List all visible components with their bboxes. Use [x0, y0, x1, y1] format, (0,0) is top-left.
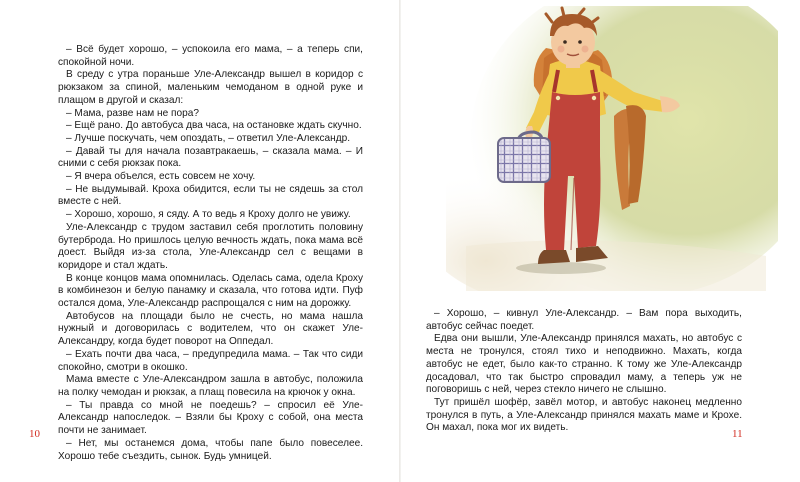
left-page	[0, 0, 399, 482]
right-page	[401, 0, 800, 482]
paragraph: – Я вчера объелся, есть совсем не хочу.	[66, 171, 256, 183]
paragraph: Уле-Александр с трудом заставил себя проглотить половину бутерброда. Но пришлось целую вечность ждать, пока мама всё доест. Выйдя из-за стола, Уле-Александр сел с вещами в коридоре и стал ждать.	[58, 221, 363, 271]
paragraph: В конце концов мама опомнилась. Оделась сама, одела Кроху в комбинезон и белую панамку и сказала, что готова идти. Пуф остался дома, Уле-Александр распрощался с ним на дорожку.	[58, 272, 363, 310]
paragraph: – Нет, мы останемся дома, чтобы папе было повеселее. Хорошо тебе съездить, сынок. Будь умницей.	[58, 437, 363, 462]
paragraph: – Хорошо, хорошо, я сяду. А то ведь я Кроху долго не увижу.	[66, 209, 351, 221]
paragraph: – Ехать почти два часа, – предупредила мама. – Так что сиди спокойно, смотри в окошко.	[58, 348, 363, 373]
page-number-right: 11	[732, 428, 743, 440]
paragraph: – Всё будет хорошо, – успокоила его мама, – а теперь спи, спокойной ночи.	[58, 44, 363, 68]
right-text-column	[426, 308, 742, 435]
paragraph: – Хорошо, – кивнул Уле-Александр. – Вам пора выходить, автобус сейчас поедет.	[426, 308, 742, 332]
paragraph: В среду с утра пораньше Уле-Александр вышел в коридор с рюкзаком за спиной, маленьким чемоданом в одной руке и плащом в другой и сказал:	[58, 69, 363, 106]
page-number-left: 10	[29, 428, 40, 440]
left-text-column	[58, 44, 363, 463]
paragraph: Тут пришёл шофёр, завёл мотор, и автобус наконец медленно тронулся в путь, а Уле-Александр принялся махать маме и Крохе. Он махал, пока мог их видеть.	[426, 396, 742, 434]
paragraph: – Лучше поскучать, чем опоздать, – ответил Уле-Александр.	[66, 132, 351, 144]
paragraph: – Давай ты для начала позавтракаешь, – сказала мама. – И сними с себя рюкзак пока.	[58, 145, 363, 170]
paragraph: – Ты правда со мной не поедешь? – спросил её Уле-Александр напоследок. – Взяли бы Кроху с собой, она места почти не занимает.	[58, 399, 363, 437]
boy-with-suitcase-illustration	[446, 6, 778, 291]
paragraph: – Не выдумывай. Кроха обидится, если ты не сядешь за стол вместе с ней.	[58, 183, 363, 208]
paragraph: Мама вместе с Уле-Александром зашла в автобус, положила на полку чемодан и рюкзак, а плащ повесила на крючок у окна.	[58, 374, 363, 398]
paragraph: – Мама, разве нам не пора?	[66, 107, 199, 119]
paragraph: Автобусов на площади было не счесть, но мама нашла нужный и договорилась с водителем, что он скажет Уле-Александру, когда будет поворот на Оппедал.	[58, 310, 363, 348]
paragraph: Едва они вышли, Уле-Александр принялся махать, но автобус с места не тронулся, стоял тихо и неподвижно. Махать, когда автобус не едет, было как-то странно. К тому же Уле-Александр досадовал, что так быстро спровадил маму, а теперь уж не поговоришь с ней, через стекло ничего не слышно.	[426, 333, 742, 396]
paragraph: – Ещё рано. До автобуса два часа, на остановке ждать скучно.	[66, 120, 362, 132]
